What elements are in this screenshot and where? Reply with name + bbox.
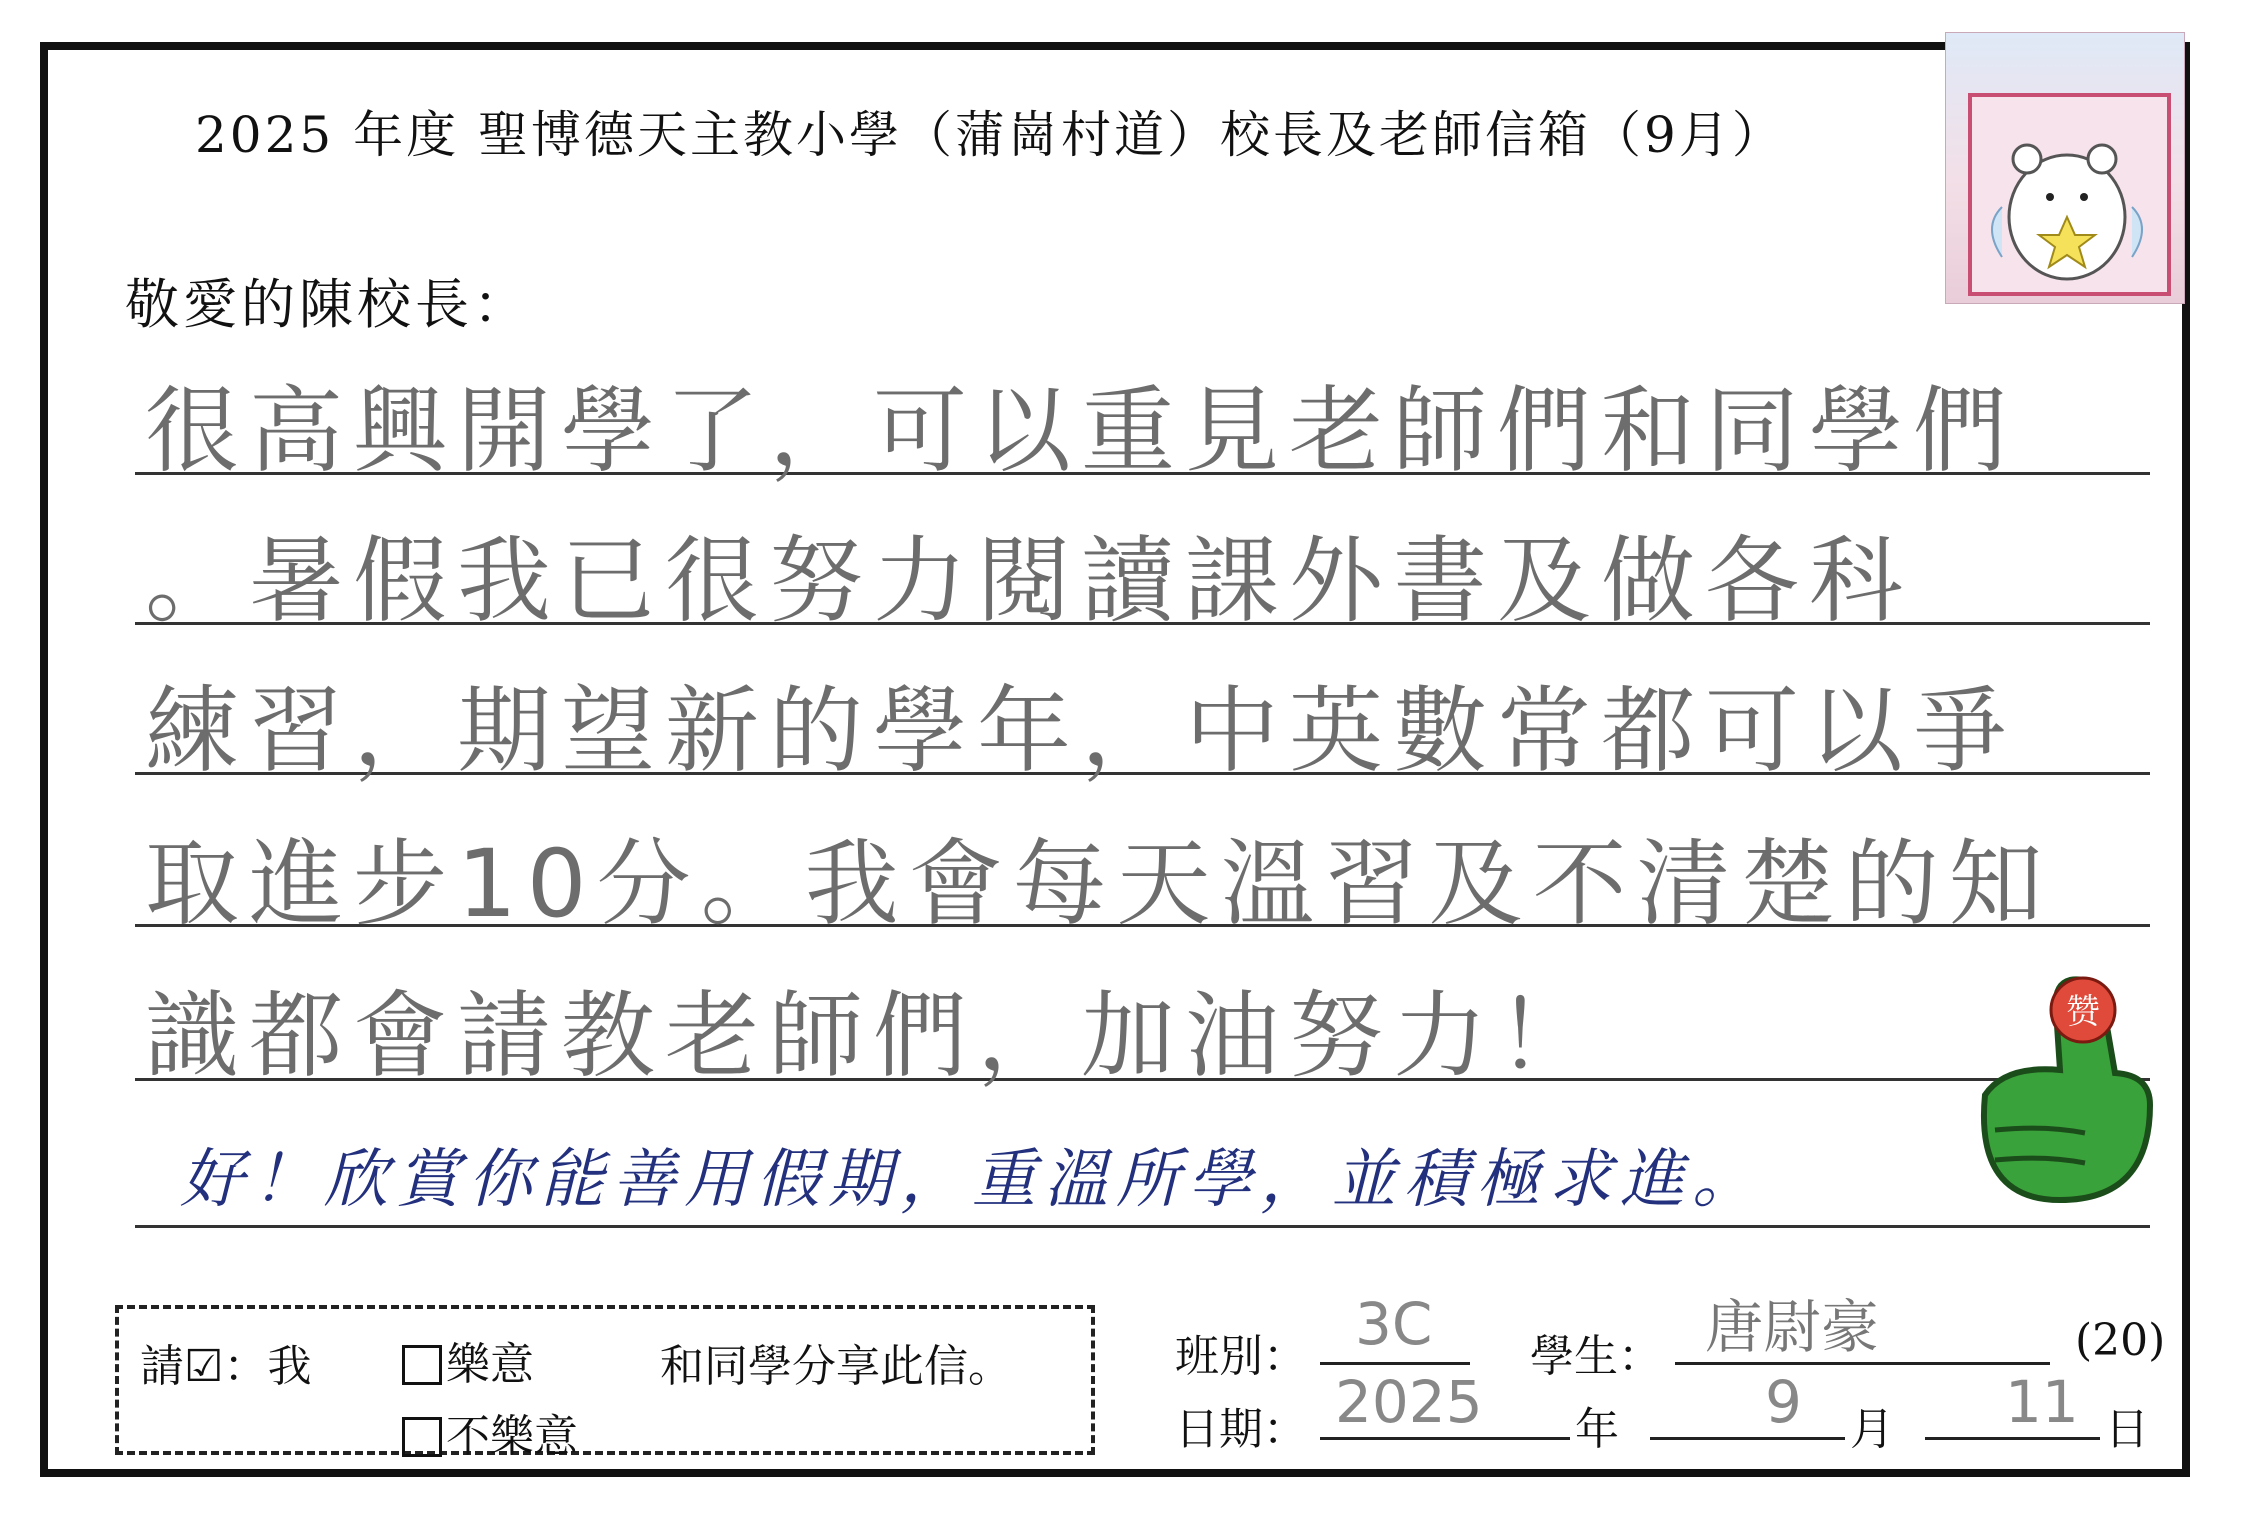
share-suffix: 和同學分享此信。 [660,1341,1012,1392]
teacher-reply: 好！欣賞你能善用假期，重溫所學，並積極求進。 [180,1143,1764,1217]
letter-line: 練習，期望新的學年，中英數常都可以爭 [145,677,2018,786]
share-prefix: 請☑：我 [140,1341,312,1392]
share-option-yes[interactable] [402,1328,534,1392]
checkbox-yes[interactable] [402,1345,442,1385]
month-unit: 月 [1850,1404,1894,1455]
month-value[interactable]: 9 [1765,1368,1802,1436]
day-field-line [1925,1437,2100,1440]
thumbs-up-sticker [1965,955,2160,1210]
letter-line: 識都會請教老師們，加油努力！ [145,982,1602,1091]
share-option-no[interactable] [402,1400,578,1464]
class-field-line [1320,1362,1470,1365]
month-field-line [1650,1437,1845,1440]
letter-line: 很高興開學了，可以重見老師們和同學們 [145,377,2018,486]
letter-line: 。暑假我已很努力閱讀課外書及做各科 [145,527,1914,636]
date-label: 日期： [1175,1404,1307,1455]
share-option-yes-label: 樂意 [446,1339,534,1390]
year-field-line [1320,1437,1570,1440]
share-option-no-label: 不樂意 [446,1411,578,1462]
thumbs-up-icon [1965,955,2160,1210]
thumb-sticker-label: 赞 [2066,992,2100,1032]
student-label: 學生： [1530,1331,1662,1382]
letter-title: 2025 年度 聖博德天主教小學（蒲崗村道）校長及老師信箱（9月） [195,106,1785,164]
polar-bear-icon [1972,97,2167,292]
year-unit: 年 [1575,1404,1619,1455]
student-number: (20) [2075,1315,2166,1366]
writing-line [135,1225,2150,1228]
bear-sticker-frame [1968,93,2171,296]
year-value[interactable]: 2025 [1335,1368,1483,1436]
day-value[interactable]: 11 [2005,1368,2079,1436]
day-unit: 日 [2105,1404,2149,1455]
student-name[interactable]: 唐尉豪 [1705,1293,1880,1361]
bear-sticker [1945,32,2185,304]
checkbox-no[interactable] [402,1417,442,1457]
class-label: 班別： [1175,1331,1307,1382]
class-value[interactable]: 3C [1355,1290,1433,1358]
letter-line: 取進步10分。我會每天溫習及不清楚的知 [145,830,2053,939]
salutation: 敬愛的陳校長： [125,273,531,336]
